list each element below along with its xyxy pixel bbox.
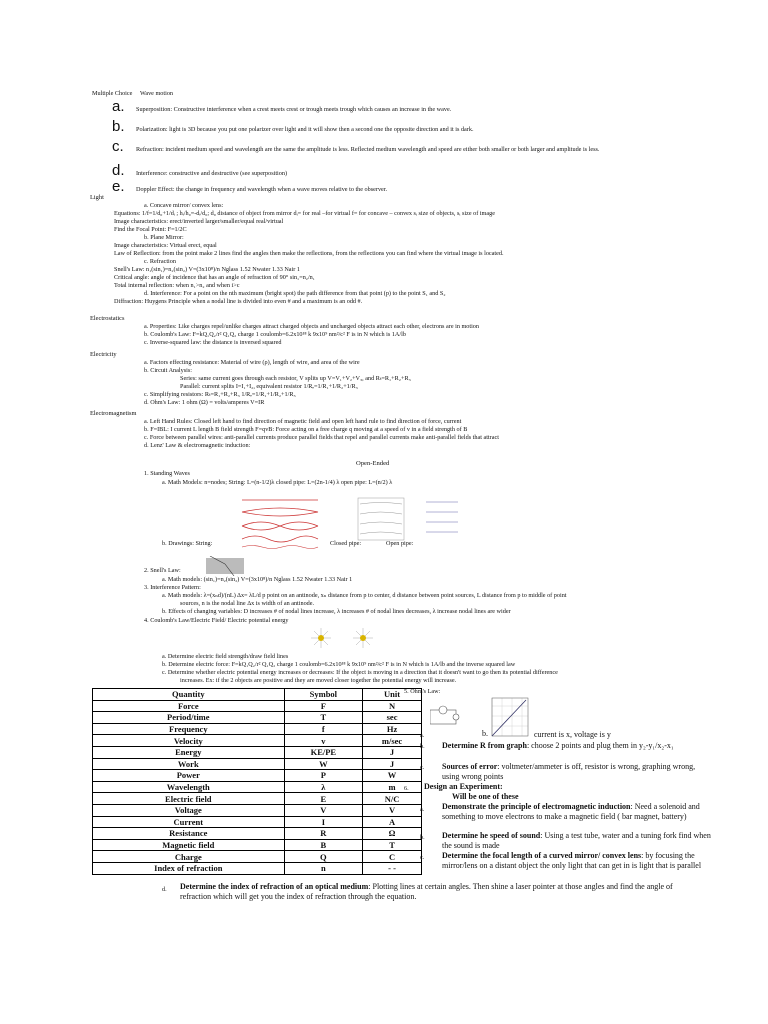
open-ended-title: Open-Ended <box>356 460 390 467</box>
table-cell: N <box>363 700 422 712</box>
table-cell: m <box>363 781 422 793</box>
table-cell: V <box>363 804 422 816</box>
table-cell: Current <box>93 816 285 828</box>
exp-c-letter: c. <box>420 854 425 861</box>
table-cell: KE/PE <box>284 746 363 758</box>
string-wave-icon <box>240 544 320 550</box>
table-cell: f <box>284 723 363 735</box>
col-header-quantity: Quantity <box>93 689 285 701</box>
electric-field-diagram <box>305 626 385 650</box>
section-label-wave-motion: Wave motion <box>140 90 174 97</box>
table-cell: Electric field <box>93 793 285 805</box>
oe-coulomb-b: b. Determine electric force: F=kQ₁Q₂/r² Q₁Q₂ charge 1 coulomb=6.2x10¹⁸ k 9x10⁹ nm²/c² F is in N which is 1A/lb and the inverse squared law <box>162 661 516 668</box>
table-cell: Wavelength <box>93 781 285 793</box>
ohm-circuit-graph <box>430 696 530 738</box>
oe-coulomb: 4. Coulomb's Law/Electric Field/ Electric potential energy <box>144 617 289 624</box>
table-row <box>93 746 422 758</box>
table-row <box>93 723 422 735</box>
table-cell: R <box>284 828 363 840</box>
table-cell: C <box>363 851 422 863</box>
oe-open-pipe: Open pipe: <box>386 540 414 547</box>
table-cell: N/C <box>363 793 422 805</box>
table-row <box>93 862 422 874</box>
exp-b-letter: b. <box>420 834 425 841</box>
exp-a-text: : Need a solenoid and something to move electrons to make a magnetic field ( bar magnet, battery) <box>442 802 700 821</box>
exp-c <box>442 851 712 871</box>
exp-a-bold: Demonstrate the principle of electromagnetic induction <box>442 802 631 811</box>
exp-c-text: : by focusing the mirror/lens on a distant object the only light that can get in is light that is parallel <box>442 851 702 870</box>
table-cell: J <box>363 746 422 758</box>
light-line: a. Concave mirror/ convex lens: <box>144 202 224 209</box>
table-cell: Q <box>284 851 363 863</box>
ohm-c-letter: c. <box>420 764 425 771</box>
table-cell: Power <box>93 770 285 782</box>
table-cell: Resistance <box>93 828 285 840</box>
oe-int: 3. Interference Pattern: <box>144 584 201 591</box>
electricity-line: b. Circuit Analysis: <box>144 367 192 374</box>
ohm-b-text: : choose 2 points and plug them in y₂-y₁/x₂-x₁ <box>526 741 674 750</box>
mc-item-text: Polarization: light is 3D because you put one polarizer over light and it will show then a second one the opposite direction and it is dark. <box>136 126 474 133</box>
section-electricity-title: Electricity <box>90 351 117 358</box>
table-cell: W <box>363 770 422 782</box>
table-row <box>93 816 422 828</box>
table-cell: Work <box>93 758 285 770</box>
oe-closed-pipe: Closed pipe: <box>330 540 362 547</box>
table-cell: E <box>284 793 363 805</box>
mc-letter: c. <box>112 138 124 155</box>
oe-line: 1. Standing Waves <box>144 470 190 477</box>
mc-letter: a. <box>112 98 125 115</box>
exp-d-letter: d. <box>162 886 167 893</box>
em-line: d. Lenz' Law & electromagnetic induction: <box>144 442 251 449</box>
electricity-line: c. Simplifying resistors: Rₜ=R₁+R₂+R₃ 1/Rₑ=1/R₁+1/R₂+1/R₃ <box>144 391 296 398</box>
standing-wave-diagrams <box>240 494 460 544</box>
oe-snell: 2. Snell's Law: <box>144 567 181 574</box>
table-cell: m/sec <box>363 735 422 747</box>
exp-sub: Will be one of these <box>452 792 519 801</box>
col-header-symbol: Symbol <box>284 689 363 701</box>
light-line: d. Interference: For a point on the nth maximum (bright spot) the path difference from that point (p) to the point S₁ and S₂ <box>144 290 446 297</box>
table-cell: Period/time <box>93 712 285 724</box>
mc-letter: d. <box>112 162 125 179</box>
section-electromagnetism-title: Electromagnetism <box>90 410 137 417</box>
exp-b <box>442 831 712 851</box>
light-line: Find the Focal Point: F=1/2C <box>114 226 187 233</box>
electricity-line: d. Ohm's Law: 1 ohm (Ω) = volts/amperes V=IR <box>144 399 265 406</box>
exp-b-bold: Determine he speed of sound <box>442 831 541 840</box>
ohm-c-text: : voltmeter/ammeter is off, resistor is wrong, graphing wrong, using wrong points <box>442 762 696 781</box>
exp-title: Design an Experiment: <box>424 782 503 791</box>
table-cell: Energy <box>93 746 285 758</box>
exp-c-bold: Determine the focal length of a curved mirror/ convex lens <box>442 851 642 860</box>
section-electrostatics-title: Electrostatics <box>90 315 125 322</box>
mc-item-text: Interference: constructive and destructive (see superposition) <box>136 170 288 177</box>
ohm-b-letter: b. <box>420 743 425 750</box>
ohm-c <box>442 762 712 782</box>
table-cell: v <box>284 735 363 747</box>
table-cell: Magnetic field <box>93 839 285 851</box>
oe-snell-a: a. Math models: (sin₁)=n₂(sin₂) V=(3x10⁸)/n Nglass 1.52 Nwater 1.33 Nair 1 <box>162 576 353 583</box>
table-cell: Voltage <box>93 804 285 816</box>
table-row <box>93 793 422 805</box>
electrostatics-line: a. Properties: Like charges repel/unlike charges attract charged objects and uncharged objects attract each other, electrons are in motion <box>144 323 479 330</box>
exp-d-text: : Plotting lines at certain angles. Then shine a laser pointer at those angles and find the angle of refraction which will get you the index of refraction through the equation. <box>180 882 673 901</box>
table-row <box>93 804 422 816</box>
table-row <box>93 839 422 851</box>
table-cell: F <box>284 700 363 712</box>
oe-int-a2: sources, n is the nodal line Δx is width of an antinode. <box>180 600 315 607</box>
mc-item-text: Refraction: incident medium speed and wavelength are the same the amplitude is less. Reflected medium wavelength and speed are either both smaller or both larger and amplitude is less. <box>136 146 600 153</box>
electrostatics-line: c. Inverse-squared law: the distance is inversed squared <box>144 339 282 346</box>
table-cell: P <box>284 770 363 782</box>
exp-b-text: : Using a test tube, water and a tuning fork find when the sound is made <box>442 831 711 850</box>
electrostatics-line: b. Coulomb's Law: F=kQ₁Q₂/r² Q₁Q₂ charge 1 coulomb=6.2x10¹⁸ k 9x10⁹ nm²/c² F is in N which is 1A/lb <box>144 331 406 338</box>
table-cell: sec <box>363 712 422 724</box>
exp-a <box>442 802 712 822</box>
table-row <box>93 781 422 793</box>
electricity-line: Parallel: current splits I=I₁+I₂, equivalent resistor 1/Rₑ=1/R₁+1/R₂+1/R₃ <box>180 383 358 390</box>
light-line: c. Refraction <box>144 258 176 265</box>
oe-coulomb-c2: increases. Ex: if the 2 objects are positive and they are moved closer together the potential energy will increase. <box>180 677 457 684</box>
oe-coulomb-c: c. Determine whether electric potential energy increases or decreases: If the object is moving in a direction that it doesn't want to go then its potential difference <box>162 669 558 676</box>
exp-d <box>180 882 680 902</box>
mc-item-text: Superposition: Constructive interference when a crest meets crest or trough meets trough which causes an increase in the wave. <box>136 106 452 113</box>
em-line: b. F=IBL: I current L length B field strength F=qvB: Force acting on a free charge q moving at a speed of v in a field strength of B <box>144 426 468 433</box>
ohm-a-text: current is x, voltage is y <box>534 730 611 739</box>
oe-line: a. Math Models: n=nodes; String: L=(n-1/2)λ closed pipe: L=(2n-1/4) λ open pipe: L=(n/2) λ <box>162 479 393 486</box>
table-cell: T <box>363 839 422 851</box>
table-row <box>93 828 422 840</box>
light-line: Image characteristics: erect/inverted larger/smaller/equal real/virtual <box>114 218 284 225</box>
table-cell: Index of refraction <box>93 862 285 874</box>
electricity-line: a. Factors effecting resistance: Material of wire (ρ), length of wire, and area of the wire <box>144 359 360 366</box>
table-cell: T <box>284 712 363 724</box>
ohm-a-letter: a. <box>420 732 425 739</box>
table-cell: - - <box>363 862 422 874</box>
ohm-b <box>442 741 712 751</box>
table-cell: Force <box>93 700 285 712</box>
mc-letter: e. <box>112 178 125 195</box>
table-cell: A <box>363 816 422 828</box>
table-cell: Charge <box>93 851 285 863</box>
em-line: c. Force between parallel wires: anti-parallel currents produce parallel fields that repel and parallel currents make anti-parallel fields that attract <box>144 434 499 441</box>
ohm-a-b: b. <box>482 729 488 738</box>
table-cell: I <box>284 816 363 828</box>
table-cell: W <box>284 758 363 770</box>
light-line: Equations: 1/f=1/d₀+1/dᵢ ; hᵢ/h₀=-dᵢ/d₀; d₀ distance of object from mirror dᵢ= for real –for virtual f= for concave – convex sᵢ size of objects, sᵢ size of image <box>114 210 495 217</box>
electricity-line: Series: same current goes through each resistor, V splits up V=V₁+V₂+V₃, and Rₜ=R₁+R₂+R₃ <box>180 375 411 382</box>
mc-letter: b. <box>112 118 125 135</box>
table-cell: Frequency <box>93 723 285 735</box>
ohm-c-bold: Sources of error <box>442 762 498 771</box>
section-label-mc: Multiple Choice <box>92 90 133 97</box>
table-header-row <box>93 689 422 701</box>
snell-ray-icon <box>206 556 244 576</box>
ohm-b-bold: Determine R from graph <box>442 741 527 750</box>
table-cell: Hz <box>363 723 422 735</box>
section-light-title: Light <box>90 194 104 201</box>
exp-a-letter: a. <box>420 806 425 813</box>
table-cell: J <box>363 758 422 770</box>
col-header-unit: Unit <box>363 689 422 701</box>
table-row <box>93 712 422 724</box>
table-cell: B <box>284 839 363 851</box>
table-cell: n <box>284 862 363 874</box>
table-row <box>93 851 422 863</box>
light-line: b. Plane Mirror: <box>144 234 184 241</box>
mc-item-text: Doppler Effect: the change in frequency and wavelength when a wave moves relative to the observer. <box>136 186 388 193</box>
exp-number: 6. <box>404 785 409 792</box>
oe-coulomb-a: a. Determine electric field strength/draw field lines <box>162 653 289 660</box>
exp-d-bold: Determine the index of refraction of an optical medium <box>180 882 369 891</box>
ohm-title: 5. Ohm's Law: <box>404 688 441 695</box>
oe-int-b: b. Effects of changing variables: D increases # of nodal lines increase, λ increases # of nodal lines decreases, λ increase nodal lines are wider <box>162 608 511 615</box>
table-cell: λ <box>284 781 363 793</box>
table-cell: V <box>284 804 363 816</box>
table-row <box>93 758 422 770</box>
light-line: Snell's Law: n₁(sin₁)=n₂(sin₂) V=(3x10⁸)/n Nglass 1.52 Nwater 1.33 Nair 1 <box>114 266 300 273</box>
em-line: a. Left Hand Rules: Closed left hand to find direction of magnetic field and open left hand rule to find direction of force, current <box>144 418 462 425</box>
light-line: Law of Reflection: from the point make 2 lines find the angles then make the reflections, from the reflections you can find where the virtual image is located. <box>114 250 504 257</box>
table-cell: Velocity <box>93 735 285 747</box>
oe-int-a: a. Math models: λ=(xₙd)/(nL) Δx= λL/d p point on an antinode, xₙ distance from p to center, d distance between point sources, L distance from p to middle of point <box>162 592 567 599</box>
table-row <box>93 770 422 782</box>
light-line: Total internal reflection: when n₁>n₂ and when i>c <box>114 282 240 289</box>
light-line: Image characteristics: Virtual erect, equal <box>114 242 217 249</box>
table-cell: Ω <box>363 828 422 840</box>
light-line: Critical angle: angle of incidence that has an angle of refraction of 90° sin₁=n₂/n₁ <box>114 274 315 281</box>
table-row <box>93 735 422 747</box>
table-row <box>93 700 422 712</box>
oe-drawings: b. Drawings: String: <box>162 540 213 547</box>
light-line: Diffraction: Huygens Principle when a nodal line is divided into even # and a maximum is an odd #. <box>114 298 363 305</box>
